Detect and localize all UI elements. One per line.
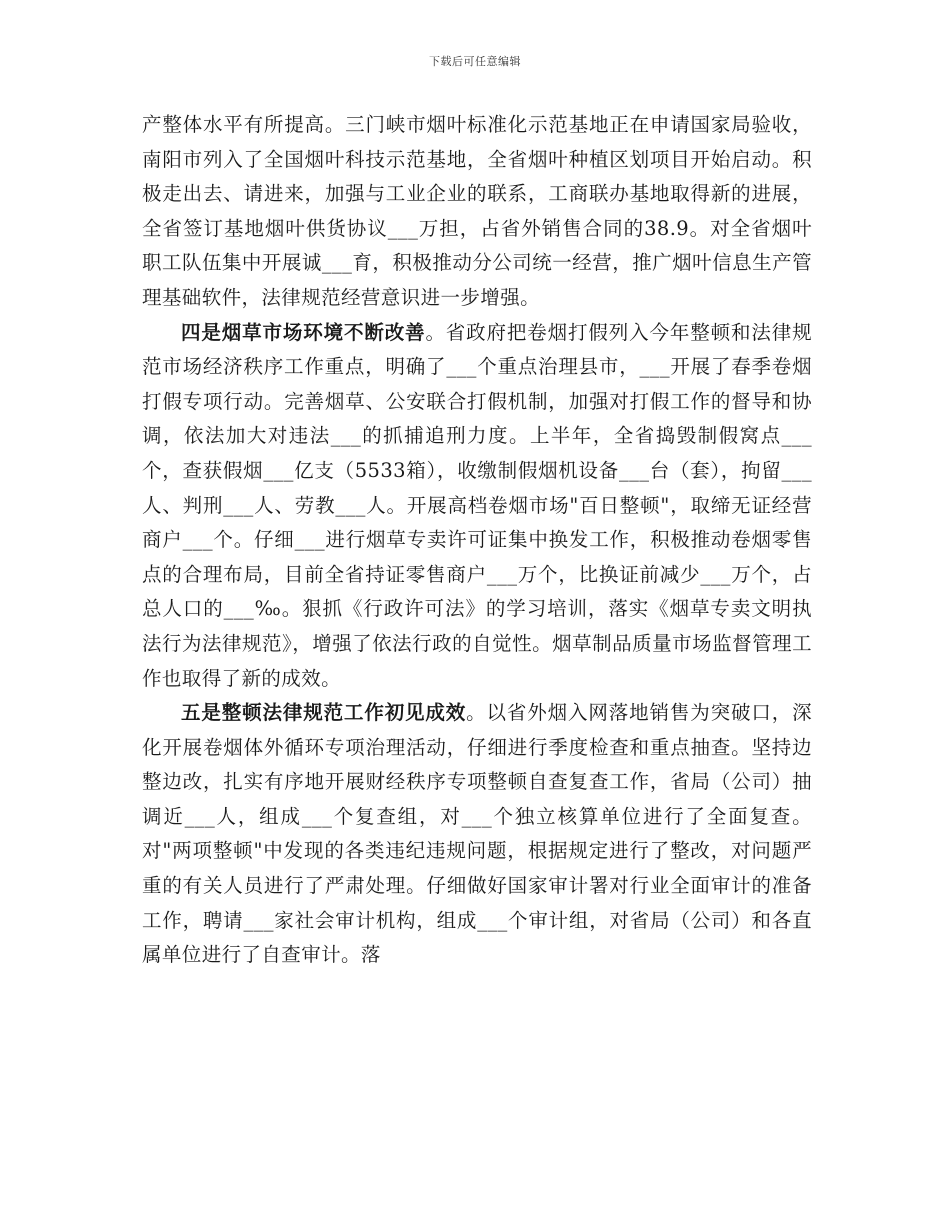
document-body bbox=[142, 108, 812, 973]
paragraph-2-text: 。省政府把卷烟打假列入今年整顿和法律规范市场经济秩序工作重点，明确了___个重点治理县市，___开展了春季卷烟打假专项行动。完善烟草、公安联合打假机制，加强对打假工作的督导和协调，依法加大对违法___的抓捕追刑力度。上半年，全省捣毁制假窝点___个，查获假烟___亿支（5533箱），收缴制假烟机设备___台（套），拘留___人、判刑___人、劳教___人。开展高档卷烟市场"百日整顿"，取缔无证经营商户___个。仔细___进行烟草专卖许可证集中换发工作，积极推动卷烟零售点的合理布局，目前全省持证零售商户___万个，比换证前减少___万个，占总人口的___‰。狠抓《行政许可法》的学习培训，落实《烟草专卖文明执法行为法律规范》，增强了依法行政的自觉性。烟草制品质量市场监督管理工作也取得了新的成效。 bbox=[142, 320, 812, 690]
page-header: 下载后可任意编辑 bbox=[429, 55, 521, 68]
paragraph-1-text: 产整体水平有所提高。三门峡市烟叶标准化示范基地正在申请国家局验收，南阳市列入了全国烟叶科技示范基地，全省烟叶种植区划项目开始启动。积极走出去、请进来，加强与工业企业的联系，工商联办基地取得新的进展，全省签订基地烟叶供货协议___万担，占省外销售合同的38.9。对全省烟叶职工队伍集中开展诚___育，积极推动分公司统一经营，推广烟叶信息生产管理基础软件，法律规范经营意识进一步增强。 bbox=[142, 113, 812, 309]
paragraph-2-heading: 四是烟草市场环境不断改善 bbox=[181, 320, 426, 344]
paragraph-1 bbox=[142, 108, 812, 316]
paragraph-3 bbox=[142, 696, 812, 973]
paragraph-2 bbox=[142, 316, 812, 697]
paragraph-3-text: 。以省外烟入网落地销售为突破口，深化开展卷烟体外循环专项治理活动，仔细进行季度检查和重点抽查。坚持边整边改，扎实有序地开展财经秩序专项整顿自查复查工作，省局（公司）抽调近___人，组成___个复查组，对___个独立核算单位进行了全面复查。对"两项整顿"中发现的各类违纪违规问题，根据规定进行了整改，对问题严重的有关人员进行了严肃处理。仔细做好国家审计署对行业全面审计的准备工作，聘请___家社会审计机构，组成___个审计组，对省局（公司）和各直属单位进行了自查审计。落 bbox=[142, 701, 812, 967]
paragraph-3-heading: 五是整顿法律规范工作初见成效 bbox=[181, 701, 467, 725]
